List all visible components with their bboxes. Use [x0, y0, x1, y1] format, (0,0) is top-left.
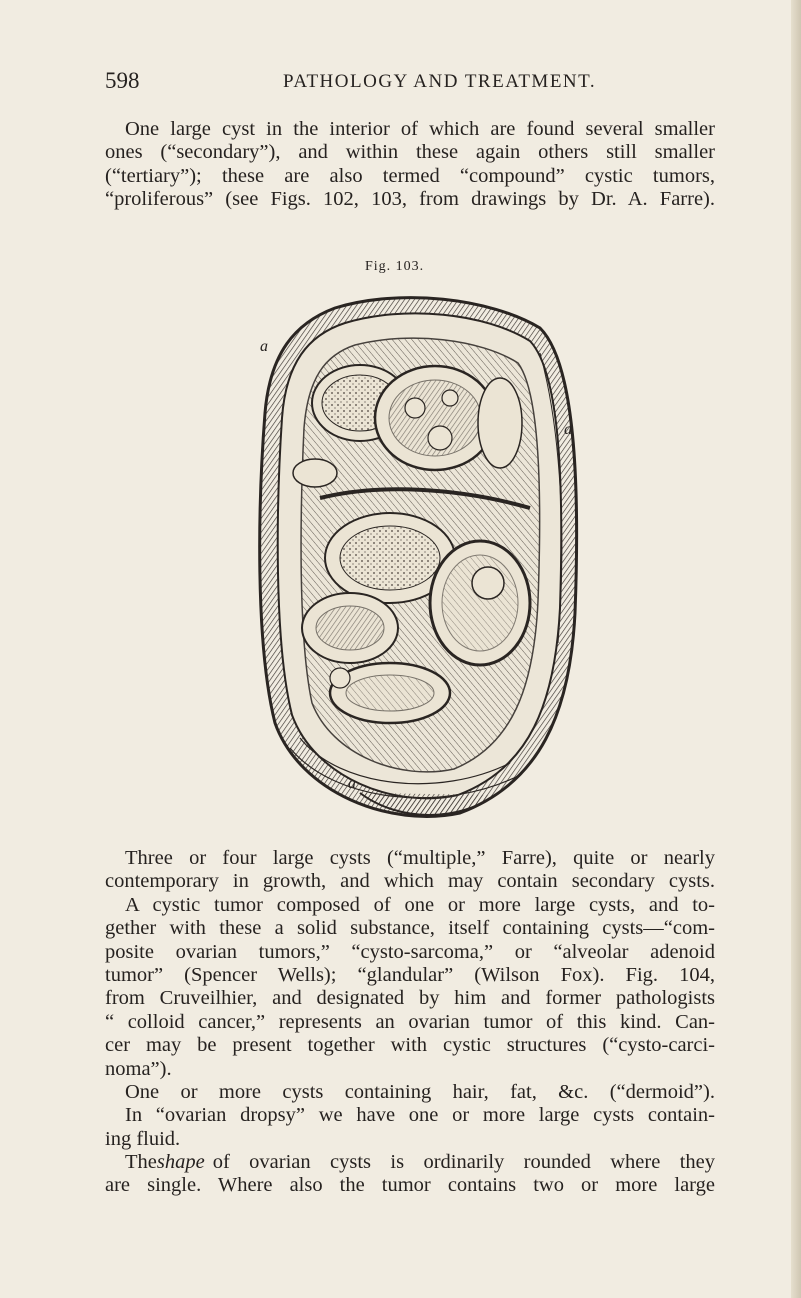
text-line: cer may be present together with cystic structures (“cysto-carci-: [105, 1034, 715, 1057]
intro-paragraph: [105, 118, 715, 212]
text-line: (“tertiary”); these are also termed “compound” cystic tumors,: [105, 164, 715, 187]
text-line: [105, 1151, 715, 1174]
line-prefix: The: [125, 1151, 157, 1174]
text-line: gether with these a solid substance, itself containing cysts—“com-: [105, 917, 715, 940]
text-line: One or more cysts containing hair, fat, &c. (“dermoid”).: [125, 1080, 715, 1103]
text-line: ing fluid.: [105, 1127, 181, 1150]
cyst-engraving: [240, 283, 585, 823]
line-rest: of ovarian cysts is ordinarily rounded where they: [212, 1151, 715, 1174]
text-line: “proliferous” (see Figs. 102, 103, from drawings by Dr. A. Farre).: [105, 188, 715, 211]
figure-letter-a-right: a: [564, 421, 572, 438]
figure-letter-a-bottom: a: [348, 775, 356, 792]
text-line: tumor” (Spencer Wells); “glandular” (Wilson Fox). Fig. 104,: [105, 963, 715, 986]
text-line: noma”).: [105, 1057, 172, 1080]
page-header: [105, 68, 715, 98]
body-text: [105, 847, 715, 1198]
page-edge: [791, 0, 801, 1298]
page-number: 598: [105, 68, 140, 93]
text-line: from Cruveilhier, and designated by him and former pathologists: [105, 987, 715, 1010]
figure-caption: Fig. 103.: [365, 259, 425, 274]
text-line: Three or four large cysts (“multiple,” Farre), quite or nearly: [125, 847, 715, 869]
figure-illustration: [240, 283, 585, 823]
text-line: In “ovarian dropsy” we have one or more large cysts contain-: [125, 1104, 715, 1127]
figure-letter-a-left: a: [260, 338, 268, 355]
text-line: posite ovarian tumors,” “cysto-sarcoma,” or “alveolar adenoid: [105, 940, 715, 963]
emphasis-shape: shape: [156, 1151, 205, 1174]
text-line: contemporary in growth, and which may contain secondary cysts.: [105, 870, 715, 893]
text-line: ones (“secondary”), and within these again others still smaller: [105, 141, 715, 164]
text-line: A cystic tumor composed of one or more large cysts, and to-: [125, 893, 715, 916]
text-line: “ colloid cancer,” represents an ovarian tumor of this kind. Can-: [105, 1010, 715, 1033]
text-line: One large cyst in the interior of which are found several smaller: [125, 118, 715, 140]
running-title: PATHOLOGY AND TREATMENT.: [283, 71, 597, 92]
text-line: are single. Where also the tumor contains two or more large: [105, 1174, 715, 1197]
